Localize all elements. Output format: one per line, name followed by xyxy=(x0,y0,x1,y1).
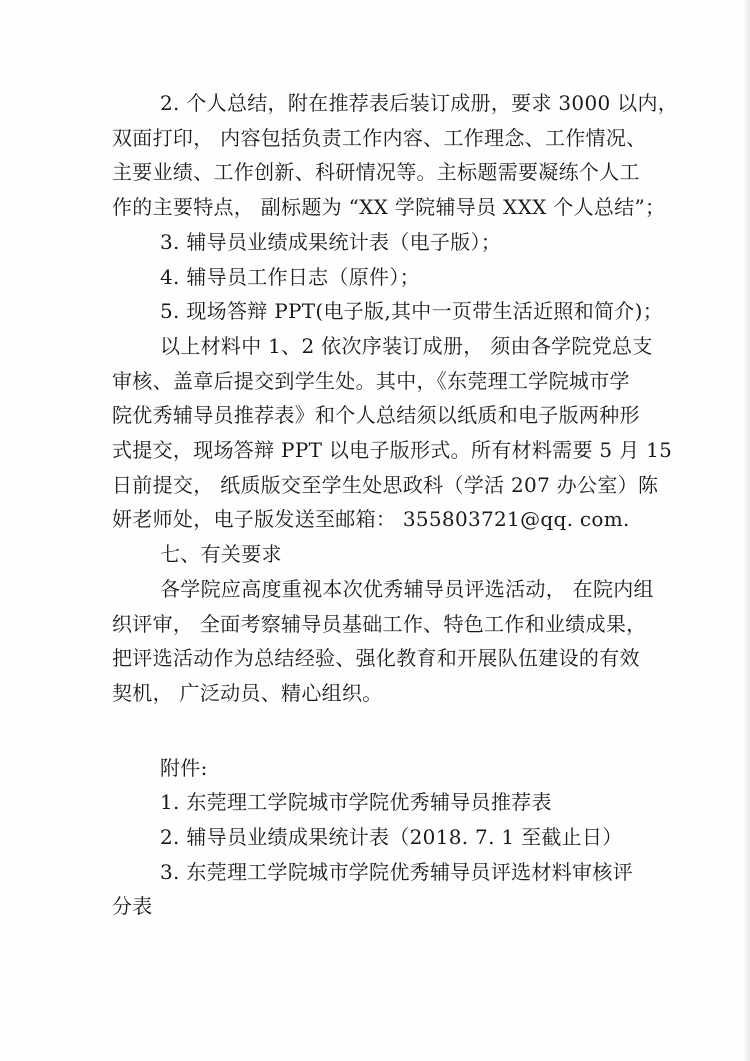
text-line: 式提交，现场答辩 PPT 以电子版形式。所有材料需要 5 月 15 xyxy=(112,438,673,463)
scan-edge xyxy=(744,0,750,1061)
text-line: 日前提交， 纸质版交至学生处思政科（学活 207 办公室）陈 xyxy=(112,472,659,497)
attachments-heading: 附件: xyxy=(160,755,208,780)
text-line: 各学院应高度重视本次优秀辅导员评选活动， 在院内组 xyxy=(160,576,654,601)
text-line: 妍老师处，电子版发送至邮箱： 355803721@qq. com. xyxy=(112,507,630,532)
text-line: 织评审， 全面考察辅导员基础工作、特色工作和业绩成果， xyxy=(112,611,647,636)
text-line: 分表 xyxy=(112,894,153,919)
document-body xyxy=(112,86,679,924)
text-line: 以上材料中 1、2 依次序装订成册， 须由各学院党总支 xyxy=(160,333,653,358)
text-line: 把评选活动作为总结经验、强化教育和开展队伍建设的有效 xyxy=(112,646,640,671)
attachment-item-2: 2. 辅导员业绩成果统计表（2018. 7. 1 至截止日） xyxy=(160,825,623,850)
text-line: 契机， 广泛动员、精心组织。 xyxy=(112,680,383,705)
attachment-item-1: 1. 东莞理工学院城市学院优秀辅导员推荐表 xyxy=(160,790,552,815)
text-line: 院优秀辅导员推荐表》和个人总结须以纸质和电子版两种形 xyxy=(112,403,640,428)
text-line: 主要业绩、工作创新、科研情况等。主标题需要凝练个人工 xyxy=(112,160,640,185)
text-line: 双面打印， 内容包括负责工作内容、工作理念、工作情况、 xyxy=(112,125,647,150)
paragraph-gap xyxy=(112,711,642,751)
materials-item-3: 3. 辅导员业绩成果统计表（电子版）； xyxy=(160,229,502,254)
text-line: 审核、盖章后提交到学生处。其中，《东莞理工学院城市学 xyxy=(112,368,630,393)
text-line: 3. 东莞理工学院城市学院优秀辅导员评选材料审核评 xyxy=(160,859,633,884)
text-line: 作的主要特点， 副标题为 “XX 学院辅导员 XXX 个人总结”； xyxy=(112,195,666,220)
text-line: 2. 个人总结，附在推荐表后装订成册，要求 3000 以内， xyxy=(160,91,679,115)
materials-item-2 xyxy=(112,86,679,225)
materials-item-5: 5. 现场答辩 PPT(电子版,其中一页带生活近照和简介)； xyxy=(160,299,664,324)
requirements-paragraph xyxy=(112,572,654,711)
requirements-heading: 七、有关要求 xyxy=(160,542,282,567)
materials-item-4: 4. 辅导员工作日志（原件）； xyxy=(160,264,420,289)
attachment-item-3 xyxy=(112,855,642,924)
submission-paragraph xyxy=(112,329,673,537)
